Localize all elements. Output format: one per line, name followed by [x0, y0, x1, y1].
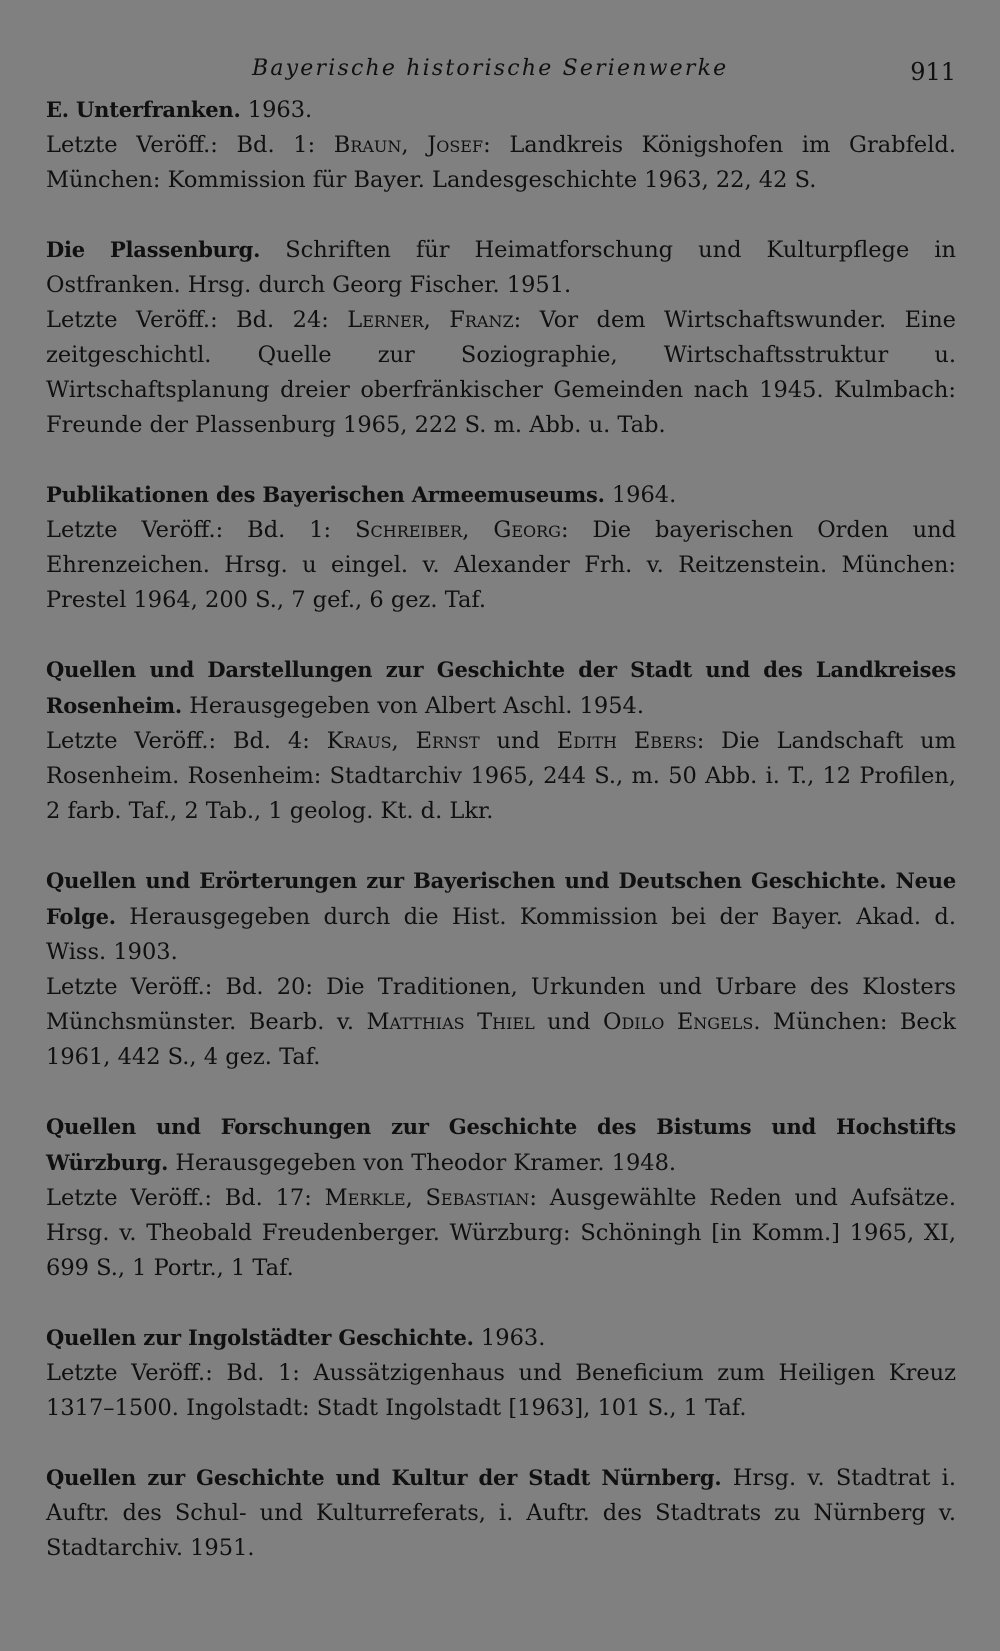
author-name: Lerner, Franz: [347, 307, 514, 333]
latest-publication: [46, 513, 956, 618]
bibliography-entry: [46, 232, 956, 443]
latest-publication: [46, 1181, 956, 1286]
series-title: Quellen und Erörterungen zur Bayerischen und Deutschen Geschichte. Neue Folge.: [46, 868, 956, 929]
bibliography-entry: [46, 477, 956, 618]
series-line: [46, 1320, 956, 1356]
series-line: [46, 1109, 956, 1181]
series-details: Herausgegeben durch die Hist. Kommission bei der Bayer. Akad. d. Wiss. 1903.: [46, 904, 956, 965]
author-conjunction: und: [479, 728, 557, 754]
second-author-name: Edith Ebers: [556, 728, 697, 754]
bibliography-entry: [46, 1320, 956, 1426]
bibliography-entry: [46, 1460, 956, 1566]
latest-label: Letzte Veröff.: Bd. 1:: [46, 132, 334, 158]
latest-publication: [46, 970, 956, 1075]
latest-publication: [46, 128, 956, 198]
author-name: Matthias Thiel: [366, 1009, 535, 1035]
author-name: Kraus, Ernst: [326, 728, 480, 754]
series-line: [46, 863, 956, 970]
series-title: Quellen und Forschungen zur Geschichte des Bistums und Hochstifts Würzburg.: [46, 1114, 956, 1175]
latest-text: : Die bayerischen Orden und Ehrenzeichen. Hrsg. u eingel. v. Alexander Frh. v. Reitzenstein. München: Prestel 1964, 200 S., 7 gef., 6 gez. Taf.: [46, 517, 956, 613]
running-title: Bayerische historische Serienwerke: [252, 56, 729, 81]
latest-label: Letzte Veröff.: Bd. 17:: [46, 1185, 325, 1211]
series-title: E. Unterfranken.: [46, 97, 241, 122]
latest-label: Letzte Veröff.: Bd. 1: Aussätzigenhaus und Beneficium zum Heiligen Kreuz 1317–1500. Ingolstadt: Stadt Ingolstadt [1963], 101 S., 1 Taf.: [46, 1360, 956, 1421]
author-name: Braun, Josef: [333, 132, 484, 158]
series-details: Herausgegeben von Theodor Kramer. 1948.: [168, 1150, 677, 1176]
latest-text: : Landkreis Königshofen im Grabfeld. München: Kommission für Bayer. Landesgeschichte 1963, 22, 42 S.: [46, 132, 956, 193]
latest-text: : Ausgewählte Reden und Aufsätze. Hrsg. v. Theobald Freudenberger. Würzburg: Schöningh [in Komm.] 1965, XI, 699 S., 1 Portr., 1 Taf.: [46, 1185, 956, 1281]
series-details: Herausgegeben von Albert Aschl. 1954.: [182, 693, 644, 719]
series-line: [46, 92, 956, 128]
series-details: Hrsg. v. Stadtrat i. Auftr. des Schul- und Kulturreferats, i. Auftr. des Stadtrats zu Nürnberg v. Stadtarchiv. 1951.: [46, 1465, 957, 1561]
latest-publication: [46, 724, 956, 829]
series-line: [46, 477, 956, 513]
author-name: Schreiber, Georg: [355, 517, 561, 543]
latest-publication: [46, 1356, 956, 1426]
latest-publication: [46, 303, 956, 443]
series-line: [46, 652, 956, 724]
latest-label: Letzte Veröff.: Bd. 24:: [46, 307, 348, 333]
latest-label: Letzte Veröff.: Bd. 1:: [46, 517, 356, 543]
series-title: Quellen und Darstellungen zur Geschichte der Stadt und des Landkreises Rosenheim.: [46, 657, 956, 718]
bibliography-entry: [46, 92, 956, 198]
bibliography-entry: [46, 1109, 956, 1286]
series-details: Schriften für Heimatforschung und Kulturpflege in Ostfranken. Hrsg. durch Georg Fischer. 1951.: [46, 237, 956, 298]
bibliography-entry: [46, 863, 956, 1075]
series-title: Die Plassenburg.: [46, 237, 261, 262]
page-number: 911: [910, 58, 956, 86]
bibliography-entry: [46, 652, 956, 829]
document-page: [46, 48, 956, 1600]
running-header: [46, 48, 956, 92]
series-details: 1963.: [240, 97, 313, 123]
series-line: [46, 1460, 956, 1566]
author-name: Merkle, Sebastian: [324, 1185, 530, 1211]
series-title: Publikationen des Bayerischen Armeemuseums.: [46, 482, 605, 507]
series-title: Quellen zur Ingolstädter Geschichte.: [46, 1325, 474, 1350]
series-details: 1963.: [473, 1325, 546, 1351]
series-line: [46, 232, 956, 303]
series-title: Quellen zur Geschichte und Kultur der Stadt Nürnberg.: [46, 1465, 722, 1490]
latest-label: Letzte Veröff.: Bd. 20: Die Traditionen, Urkunden und Urbare des Klosters Münchsmünster. Bearb. v.: [46, 974, 956, 1035]
author-conjunction: und: [534, 1009, 604, 1035]
series-details: 1964.: [604, 482, 677, 508]
latest-text: . München: Beck 1961, 442 S., 4 gez. Taf.: [46, 1009, 956, 1070]
latest-label: Letzte Veröff.: Bd. 4:: [46, 728, 327, 754]
latest-text: : Vor dem Wirtschaftswunder. Eine zeitgeschichtl. Quelle zur Soziographie, Wirtschaftsstruktur u. Wirtschaftsplanung dreier oberfränkischer Gemeinden nach 1945. Kulmbach: Freunde der Plassenburg 1965, 222 S. m. Abb. u. Tab.: [46, 307, 956, 438]
second-author-name: Odilo Engels: [603, 1009, 754, 1035]
latest-text: : Die Landschaft um Rosenheim. Rosenheim: Stadtarchiv 1965, 244 S., m. 50 Abb. i. T., 12 Profilen, 2 farb. Taf., 2 Tab., 1 geolog. Kt. d. Lkr.: [46, 728, 956, 824]
